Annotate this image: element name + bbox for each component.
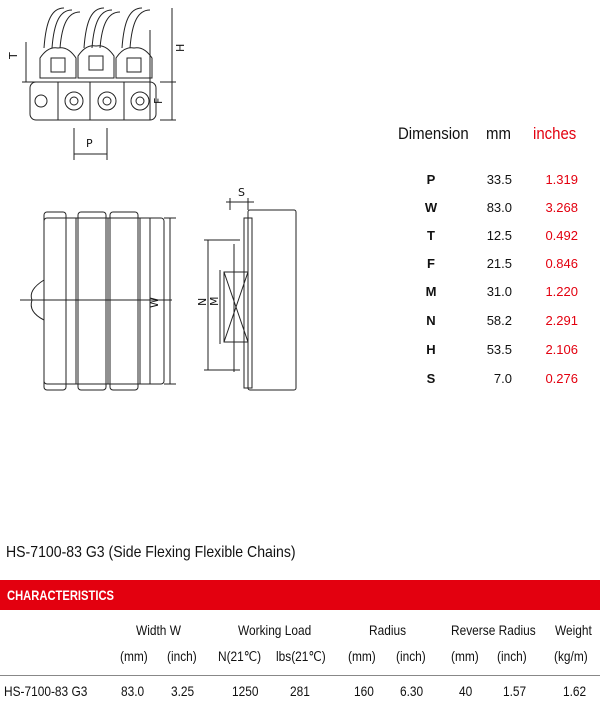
dimension-inches: 3.268 [545,200,578,215]
reverse-radius-header: Reverse Radius [451,622,536,638]
reverse-inch-unit: (inch) [497,648,527,664]
dimension-row [380,371,580,395]
dimension-symbol: M [425,284,437,299]
radius-mm-unit: (mm) [348,648,376,664]
width-header: Width W [136,622,181,638]
product-title: HS-7100-83 G3 (Side Flexing Flexible Chains) [6,544,296,561]
dimension-symbol: W [424,200,438,215]
chain-end-view [204,198,296,390]
load-lbs-cell: 281 [290,683,310,699]
dimension-row [380,200,580,224]
dimension-inches: 0.846 [545,256,578,271]
weight-unit: (kg/m) [554,648,588,664]
weight-header: Weight [555,622,592,638]
dimension-row [380,284,580,308]
label-h: H [174,43,187,52]
dimension-symbol: T [427,228,435,243]
load-n-unit: N(21℃) [218,648,262,664]
dimension-mm: 83.0 [486,200,512,215]
dimension-inches: 1.220 [545,284,578,299]
reverse-mm-cell: 40 [459,683,473,699]
label-t: T [7,52,20,59]
label-p: P [86,137,93,150]
load-n-cell: 1250 [232,683,259,699]
dimension-symbol: N [426,313,436,328]
characteristics-label: CHARACTERISTICS [7,587,115,603]
dimension-symbol: H [426,342,436,357]
mm-header: mm [486,124,511,143]
radius-header: Radius [369,622,407,638]
table-divider [0,675,600,676]
dimension-inches: 2.106 [545,342,578,357]
dimension-mm: 31.0 [486,284,512,299]
width-inch-unit: (inch) [167,648,197,664]
dimension-symbol: F [427,256,435,271]
label-s: S [238,186,245,199]
radius-inch-cell: 6.30 [400,683,424,699]
radius-inch-unit: (inch) [396,648,426,664]
dimension-row [380,313,580,337]
dimension-mm: 33.5 [486,172,512,187]
label-n: N [196,297,209,306]
dimension-inches: 2.291 [545,313,578,328]
dimension-mm: 7.0 [493,371,512,386]
load-lbs-unit: lbs(21℃) [276,648,326,664]
dimension-mm: 21.5 [486,256,512,271]
reverse-inch-cell: 1.57 [503,683,527,699]
dimension-mm: 58.2 [486,313,512,328]
width-mm-cell: 83.0 [121,683,145,699]
dimension-row [380,256,580,280]
dimension-inches: 0.276 [545,371,578,386]
dimension-symbol: S [426,371,436,386]
dimension-inches: 0.492 [545,228,578,243]
weight-cell: 1.62 [563,683,587,699]
inches-header: inches [533,124,577,143]
dimension-mm: 53.5 [486,342,512,357]
characteristics-bar [0,580,600,610]
chain-side-view [22,8,176,160]
dimension-inches: 1.319 [545,172,578,187]
width-mm-unit: (mm) [120,648,148,664]
width-inch-cell: 3.25 [171,683,195,699]
dimension-mm: 12.5 [486,228,512,243]
radius-mm-cell: 160 [354,683,374,699]
dimension-row [380,228,580,252]
label-m: M [208,296,221,306]
dimension-row [380,172,580,196]
working-load-header: Working Load [238,622,312,638]
label-f: F [152,97,165,104]
model-cell: HS-7100-83 G3 [4,683,88,699]
dimension-header: Dimension [398,124,469,143]
dimension-row [380,342,580,366]
dimension-symbol: P [426,172,436,187]
reverse-mm-unit: (mm) [451,648,479,664]
label-w: W [148,297,161,308]
